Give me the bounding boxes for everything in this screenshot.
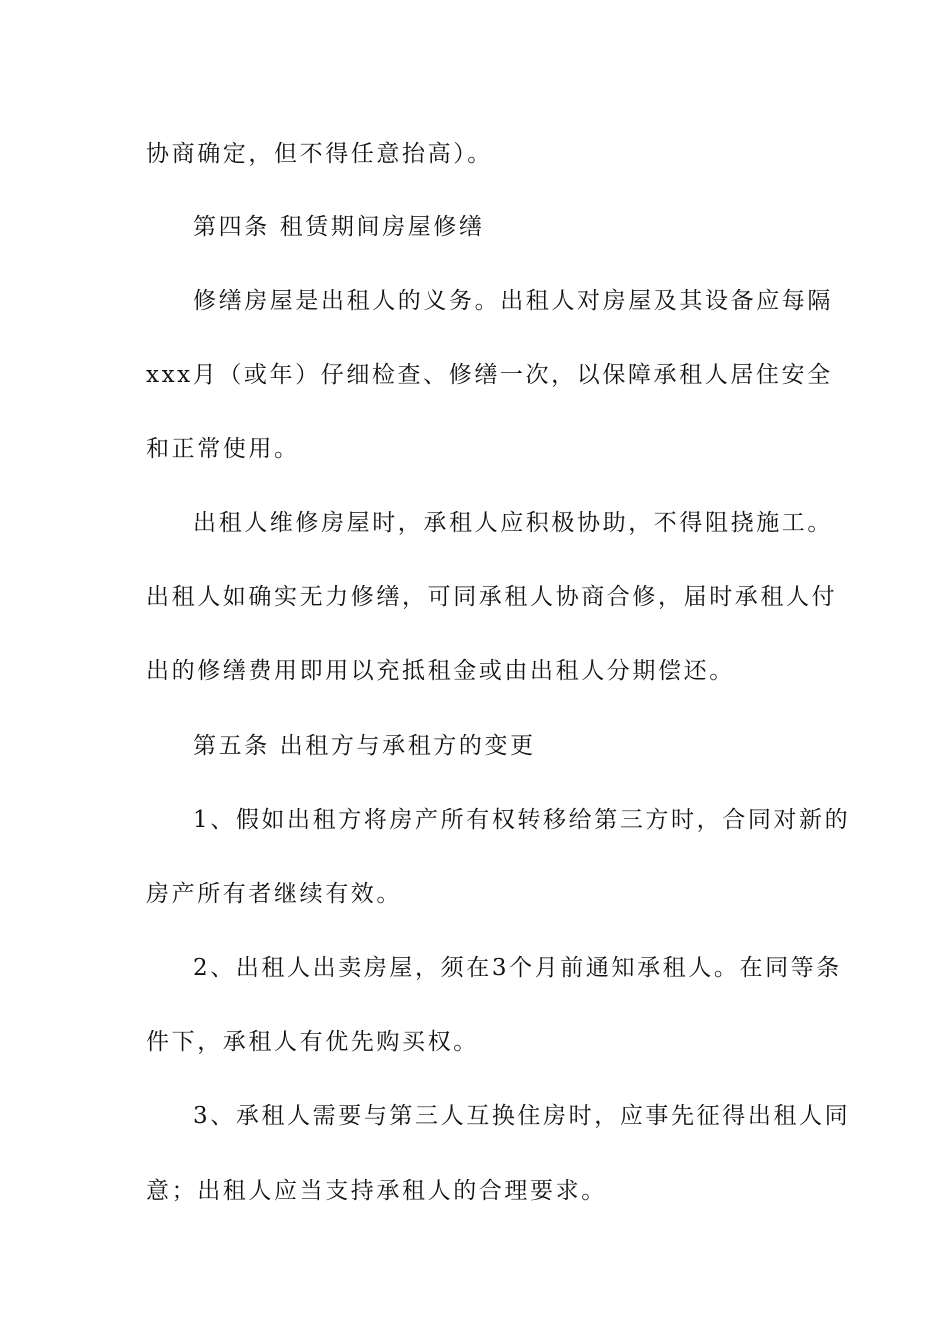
article-4-paragraph-1-line-2: xxx月（或年）仔细检查、修缮一次，以保障承租人居住安全: [146, 362, 833, 388]
article-4-heading: 第四条 租赁期间房屋修缮: [193, 214, 485, 240]
paragraph-continuation-line: 协商确定，但不得任意抬高）。: [146, 141, 493, 167]
article-5-item-2-line-2: 件下，承租人有优先购买权。: [146, 1029, 479, 1055]
article-4-paragraph-1-line-3: 和正常使用。: [146, 436, 300, 462]
article-5-item-1-line-1: 1、假如出租方将房产所有权转移给第三方时，合同对新的: [193, 807, 851, 833]
article-4-paragraph-2-line-2: 出租人如确实无力修缮，可同承租人协商合修，届时承租人付: [146, 584, 838, 610]
article-5-heading: 第五条 出租方与承租方的变更: [193, 733, 536, 759]
article-4-paragraph-2-line-3: 出的修缮费用即用以充抵租金或由出租人分期偿还。: [146, 658, 735, 684]
article-5-item-2-line-1: 2、出租人出卖房屋，须在3个月前通知承租人。在同等条: [193, 955, 842, 981]
article-4-paragraph-1-line-1: 修缮房屋是出租人的义务。出租人对房屋及其设备应每隔: [193, 288, 833, 314]
article-5-item-1-line-2: 房产所有者继续有效。: [146, 881, 402, 907]
article-5-item-3-line-2: 意；出租人应当支持承租人的合理要求。: [146, 1178, 607, 1204]
article-5-item-3-line-1: 3、承租人需要与第三人互换住房时，应事先征得出租人同: [193, 1103, 851, 1129]
article-4-paragraph-2-line-1: 出租人维修房屋时，承租人应积极协助，不得阻挠施工。: [193, 510, 833, 536]
